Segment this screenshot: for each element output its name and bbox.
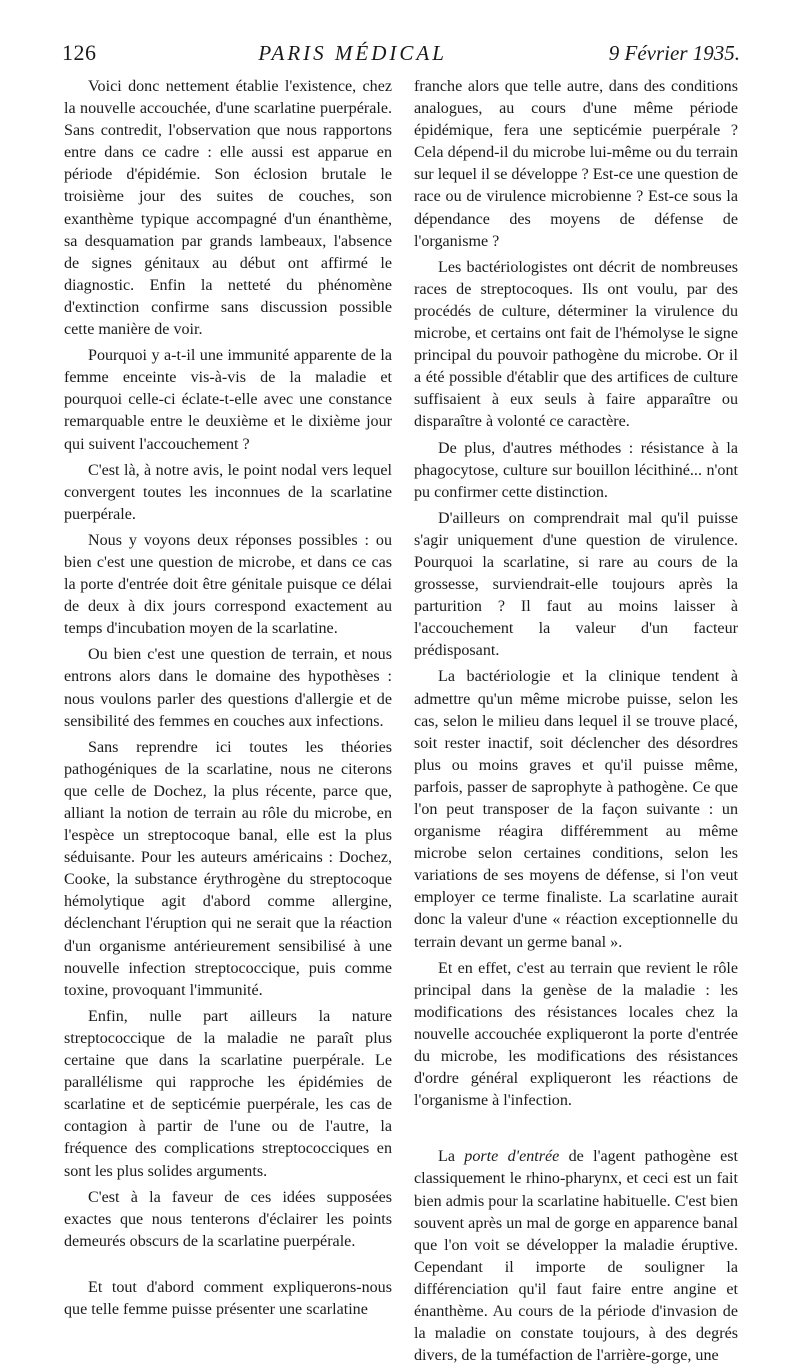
- paragraph: Sans reprendre ici toutes les théories pathogéniques de la scarlatine, nous ne citerons que celle de Dochez, la plus récente, parce que, alliant la notion de terrain au rôle du microbe, en l'espèce un streptocoque banal, elle est la plus séduisante. Pour les auteurs américains : Dochez, Cooke, la substance érythrogène du streptocoque hémolytique agit d'abord comme allergine, déclenchant l'éruption qui ne serait que la réaction d'un organisme antérieurement sensibilisé à une nouvelle infection streptococcique, puis comme toxine, provoquant l'immunité.: [64, 738, 392, 999]
- left-column: [64, 76, 392, 1325]
- page-number: 126: [62, 40, 97, 65]
- paragraph: Nous y voyons deux réponses possibles : ou bien c'est une question de microbe, et dans ce cas la porte d'entrée doit être génitale puisque ce délai de deux à dix jours correspond exactement au temps d'incubation moyen de la scarlatine.: [64, 531, 392, 638]
- italic-term: porte d'entrée: [464, 1148, 560, 1166]
- paragraph: Ou bien c'est une question de terrain, et nous entrons alors dans le domaine des hypothèses : nous voulons parler des questions d'allergie et de sensibilité des femmes en couches aux infections.: [64, 646, 392, 730]
- journal-title: PARIS MÉDICAL: [258, 41, 447, 65]
- paragraph: Pourquoi y a-t-il une immunité apparente de la femme enceinte vis-à-vis de la maladie et pourquoi celle-ci éclate-t-elle avec une constance remarquable entre le deuxième et le dixième jour qui suivent l'accouchement ?: [64, 347, 392, 453]
- paragraph: Voici donc nettement établie l'existence, chez la nouvelle accouchée, d'une scarlatine puerpérale. Sans contredit, l'observation que nous rapportons entre dans ce cadre : elle aussi est apparue en période d'épidémie. Son éclosion brutale le troisième jour des suites de couches, son exanthème typique accompagné d'un énanthème, sa desquamation par grands lambeaux, l'absence de signes génitaux au début ont affirmé le diagnostic. Enfin la netteté du phénomène d'extinction confirme sans discussion possible cette manière de voir.: [64, 78, 392, 339]
- paragraph: Les bactériologistes ont décrit de nombreuses races de streptocoques. Ils ont voulu, par des procédés de culture, déterminer la virulence du microbe, et certains ont fait de l'hémolyse le signe principal du pouvoir pathogène du microbe. Or il a été possible d'établir que des artifices de culture suffisaient à eux seuls à faire apparaître ou disparaître à volonté ce caractère.: [414, 258, 738, 431]
- running-header: [62, 40, 740, 72]
- paragraph: La bactériologie et la clinique tendent à admettre qu'un même microbe puisse, selon les cas, selon le milieu dans lequel il se trouve placé, soit rester inactif, soit déclencher des désordres plus ou moins graves et qu'il puisse même, parfois, passer de saprophyte à pathogène. Ce que l'on peut transposer de la façon suivante : un organisme réagira différemment au même microbe selon certaines conditions, selon les variations de ses moyens de défense, si l'on veut employer ce terme finaliste. La scarlatine aurait donc la valeur d'une « réaction exceptionnelle du terrain devant un germe banal ».: [414, 668, 738, 951]
- paragraph-porte-entree: [414, 1146, 738, 1367]
- right-column: [414, 76, 738, 1371]
- paragraph: C'est là, à notre avis, le point nodal vers lequel convergent toutes les inconnues de la scarlatine puerpérale.: [64, 461, 392, 523]
- paragraph-lead: La: [438, 1148, 465, 1166]
- paragraph: franche alors que telle autre, dans des conditions analogues, au cours d'une même période épidémique, fera une septicémie puerpérale ? Cela dépend-il du microbe lui-même ou du terrain sur lequel il se développe ? Est-ce une question de race ou de virulence microbienne ? Est-ce sous la dépendance des moyens de défense de l'organisme ?: [414, 78, 739, 250]
- paragraph: Et tout d'abord comment expliquerons-nous que telle femme puisse présenter une scarlatine: [64, 1278, 392, 1318]
- paragraph-rest: de l'agent pathogène est classiquement le rhino-pharynx, et ceci est un fait bien admis pour la scarlatine habituelle. C'est bien souvent après un mal de gorge en apparence banal que l'on voit se développer la maladie éruptive. Cependant il importe de souligner la différenciation qu'il faut faire entre angine et énanthème. Au cours de la période d'invasion de la maladie on constate toujours, à des degrés divers, de la tuméfaction de l'arrière-gorge, une: [414, 1148, 738, 1365]
- paragraph: D'ailleurs on comprendrait mal qu'il puisse s'agir uniquement d'une question de virulence. Pourquoi la scarlatine, si rare au cours de la grossesse, surviendrait-elle toujours après la parturition ? Il faut au moins laisser à l'accouchement la valeur d'un facteur prédisposant.: [414, 509, 738, 660]
- paragraph: De plus, d'autres méthodes : résistance à la phagocytose, culture sur bouillon lécithiné... n'ont pu confirmer cette distinction.: [414, 439, 738, 501]
- issue-date: 9 Février 1935.: [608, 41, 740, 65]
- paragraph: Et en effet, c'est au terrain que revient le rôle principal dans la genèse de la maladie : les modifications des résistances locales chez la nouvelle accouchée expliqueront la porte d'entrée du microbe, les modifications des résistances d'ordre général expliqueront les réactions de l'organisme à l'infection.: [414, 959, 738, 1110]
- paragraph: C'est à la faveur de ces idées supposées exactes que nous tenterons d'éclairer les points demeurés obscurs de la scarlatine puerpérale.: [64, 1188, 392, 1250]
- paragraph: Enfin, nulle part ailleurs la nature streptococcique de la maladie ne paraît plus certaine que dans la scarlatine puerpérale. Le parallélisme qui rapproche les épidémies de scarlatine et de septicémie puerpérale, les cas de contagion à partir de l'une ou de l'autre, la fréquence des complications streptococciques en sont les plus solides arguments.: [64, 1007, 392, 1180]
